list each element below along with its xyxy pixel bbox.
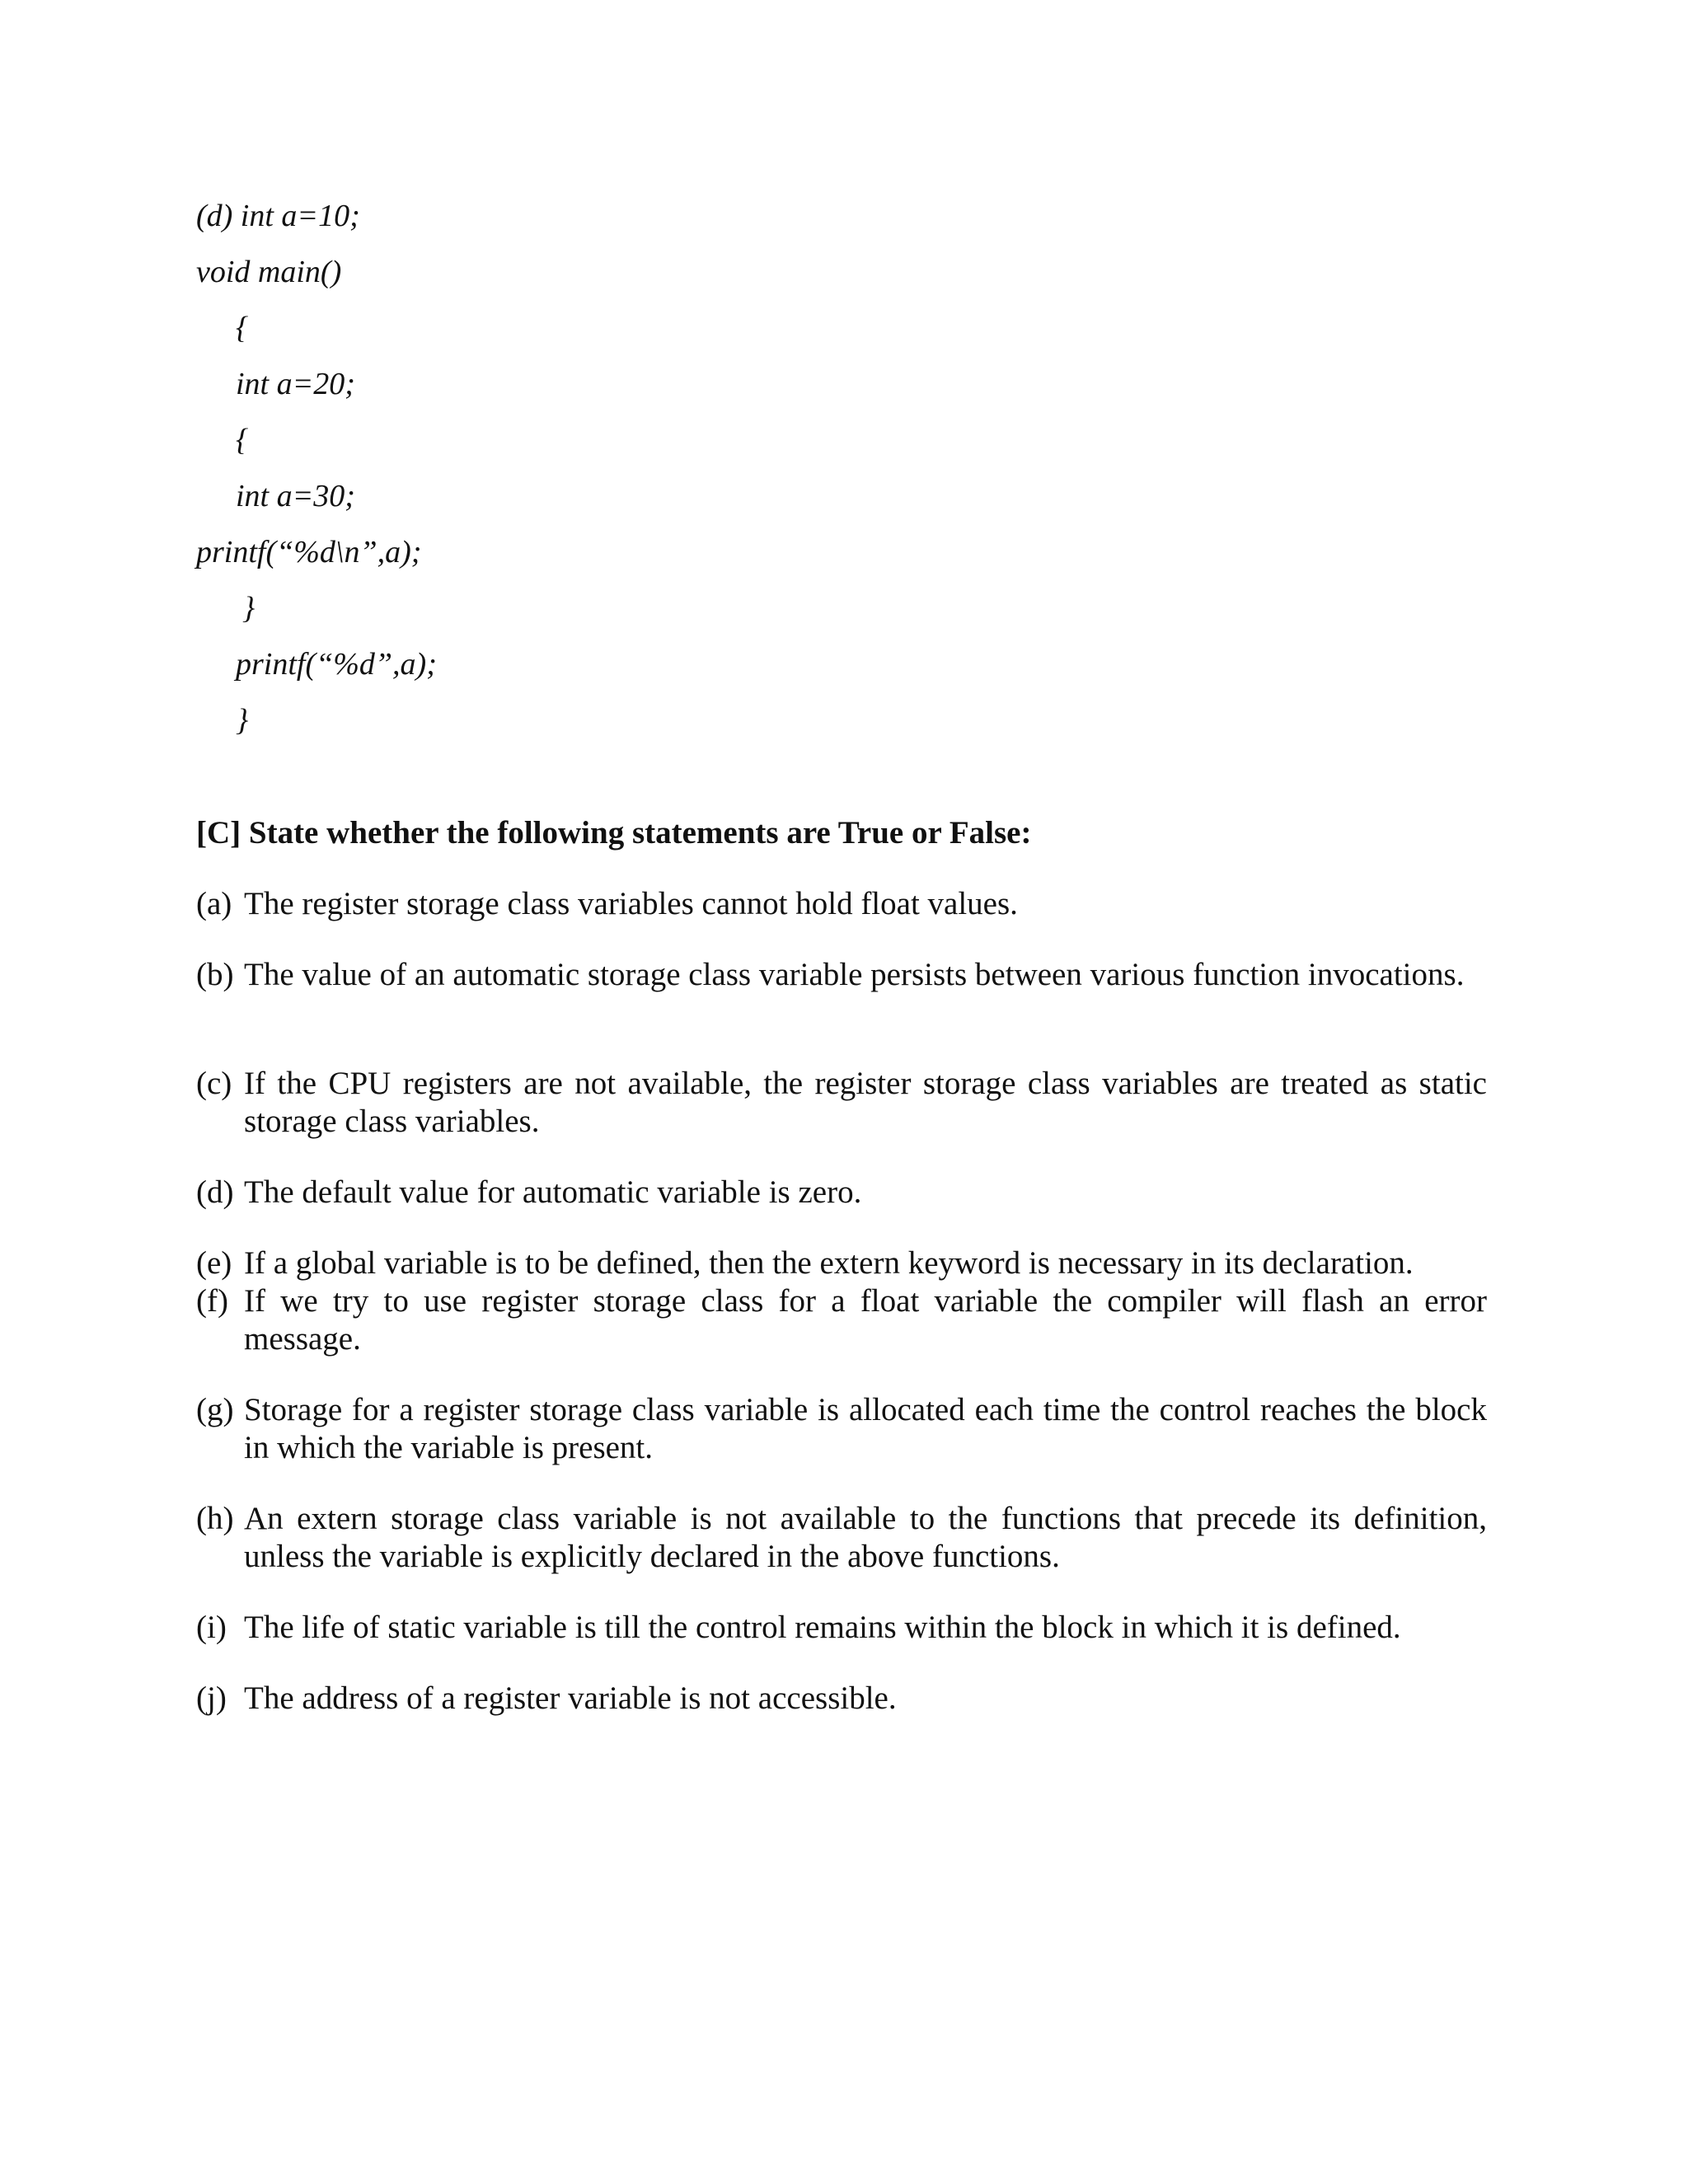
list-item — [196, 1680, 1487, 1718]
item-label: (h) — [196, 1501, 234, 1536]
item-text: If a global variable is to be defined, then the extern keyword is necessary in its declaration. — [244, 1245, 1414, 1281]
code-line: printf(“%d\n”,a); — [196, 535, 422, 569]
item-label: (j) — [196, 1680, 227, 1716]
item-text: An extern storage class variable is not available to the functions that precede its definition, unless the variable is explicitly declared in the above functions. — [244, 1501, 1487, 1574]
list-item — [196, 1244, 1487, 1282]
code-line: { — [236, 311, 249, 345]
code-line: void main() — [196, 255, 342, 289]
item-label: (f) — [196, 1283, 228, 1319]
list-item — [196, 1282, 1487, 1358]
item-text: Storage for a register storage class variable is allocated each time the control reaches the block in which the variable is present. — [244, 1392, 1487, 1465]
item-label: (b) — [196, 957, 234, 992]
item-text: The register storage class variables cannot hold float values. — [244, 886, 1018, 921]
item-text: If the CPU registers are not available, the register storage class variables are treated as static storage class variables. — [244, 1066, 1487, 1139]
item-text: The default value for automatic variable is zero. — [244, 1174, 862, 1210]
item-label: (e) — [196, 1245, 232, 1281]
item-label: (c) — [196, 1066, 232, 1101]
item-text: The value of an automatic storage class variable persists between various function invocations. — [244, 957, 1465, 992]
item-label: (g) — [196, 1392, 234, 1427]
list-item — [196, 1609, 1487, 1647]
list-item — [196, 1391, 1487, 1467]
code-line: int a=20; — [236, 367, 355, 401]
item-text: The life of static variable is till the control remains within the block in which it is defined. — [244, 1610, 1401, 1645]
item-text: If we try to use register storage class for a float variable the compiler will flash an error message. — [244, 1283, 1487, 1357]
list-item — [196, 885, 1487, 923]
item-label: (d) — [196, 1174, 234, 1210]
list-item — [196, 956, 1487, 994]
code-line: printf(“%d”,a); — [236, 647, 437, 682]
item-text: The address of a register variable is not accessible. — [244, 1680, 897, 1716]
list-item — [196, 1065, 1487, 1141]
code-line: } — [242, 591, 256, 626]
list-item — [196, 1500, 1487, 1576]
code-line: int a=30; — [236, 479, 355, 513]
item-label: (a) — [196, 886, 232, 921]
code-line: } — [236, 703, 249, 738]
item-label: (i) — [196, 1610, 227, 1645]
section-heading: [C] State whether the following statements are True or False: — [196, 815, 1032, 851]
code-line: { — [236, 423, 249, 457]
list-item — [196, 1174, 1487, 1212]
code-line: (d) int a=10; — [196, 199, 360, 233]
